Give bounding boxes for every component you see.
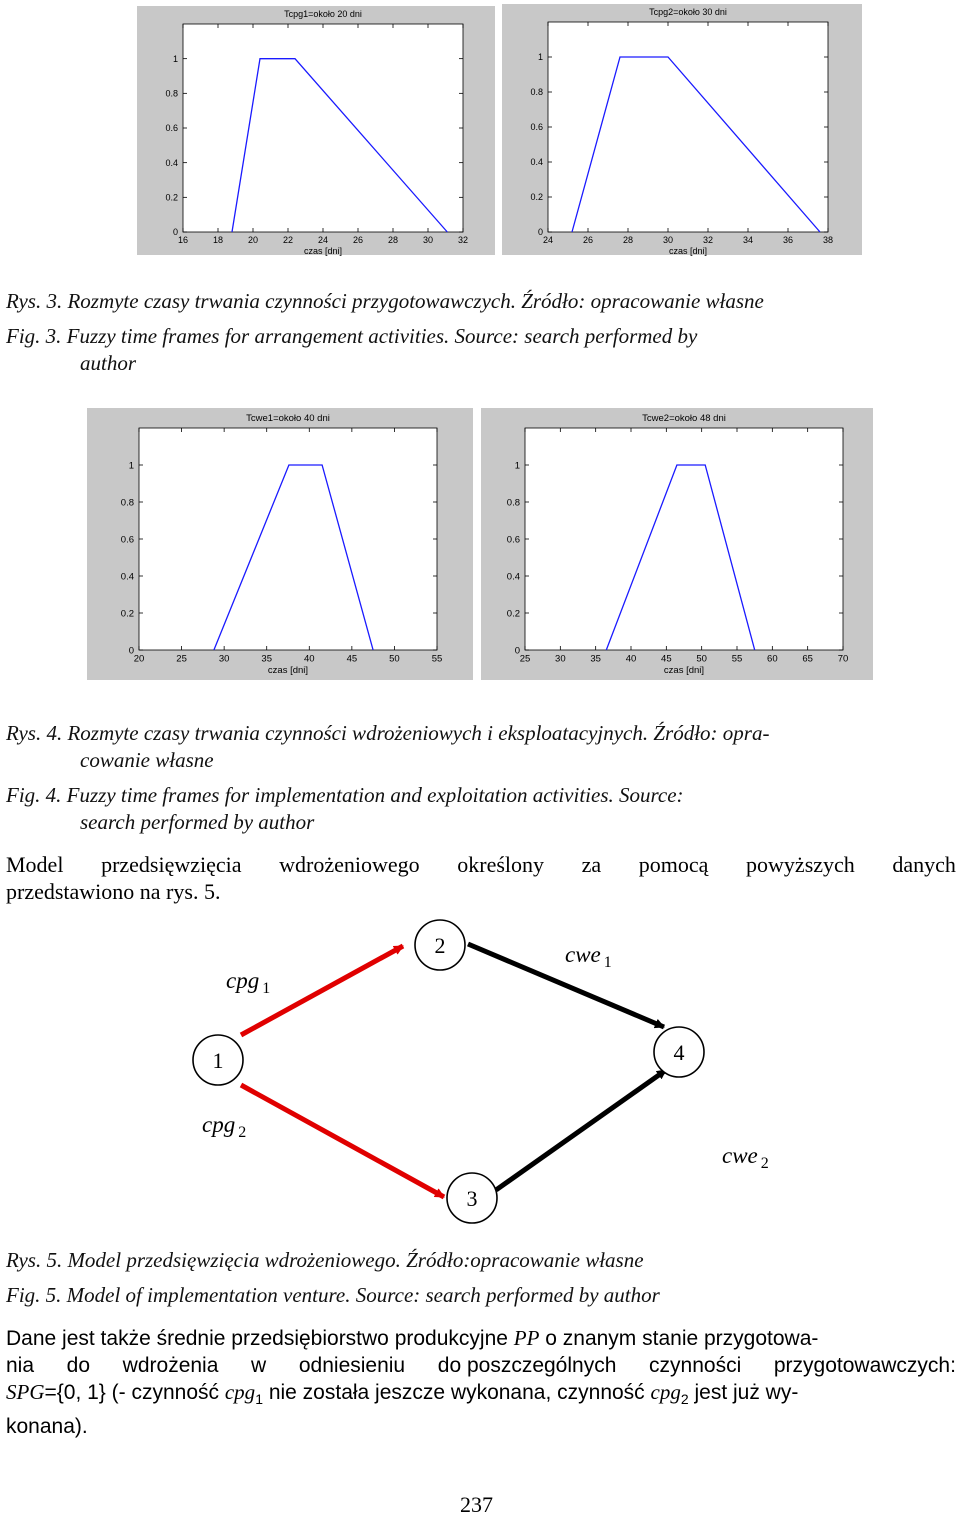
x-tick-label: 34: [742, 235, 754, 245]
fig4-caption-en-cont: search performed by author: [80, 810, 315, 834]
x-tick-label: 55: [731, 653, 743, 665]
fig5-caption-en: Fig. 5. Model of implementation venture. Source: search performed by author: [6, 1283, 660, 1307]
y-tick-label: 0.8: [165, 88, 178, 99]
y-tick-label: 0.6: [165, 123, 178, 134]
plot-area: [548, 22, 828, 232]
x-tick-label: 25: [176, 653, 187, 665]
edge-3-4: [496, 1070, 666, 1190]
edge-label-cwe1: cwe $_1$: [565, 942, 612, 971]
y-tick-label: 1: [128, 460, 134, 472]
x-tick-label: 26: [582, 235, 594, 245]
svg-text:1: 1: [212, 1048, 224, 1073]
fig4-plot-left: [87, 408, 473, 680]
x-tick-label: 16: [177, 235, 189, 245]
x-tick-label: 26: [352, 235, 364, 245]
node-4: [654, 1027, 704, 1077]
y-tick-label: 0: [514, 645, 520, 657]
paragraph-enterprise-line4: konana).: [6, 1415, 88, 1439]
svg-text:4: 4: [673, 1040, 685, 1065]
y-tick-label: 0.2: [530, 192, 543, 203]
node-1: [193, 1035, 243, 1085]
paragraph-model-line1: Model przedsięwzięcia wdrożeniowego określony za pomocą powyższych danych: [6, 852, 956, 877]
y-tick-label: 0.4: [506, 571, 520, 583]
node-3: [447, 1173, 497, 1223]
x-tick-label: 32: [457, 235, 469, 245]
x-tick-label: 30: [422, 235, 434, 245]
edge-label-cpg1: cpg $_1$: [226, 968, 271, 997]
x-tick-label: 28: [622, 235, 634, 245]
y-tick-label: 0.2: [120, 608, 134, 620]
fig3-plot-right: [502, 4, 862, 255]
edge-1-3: [241, 1085, 444, 1197]
y-tick-label: 0.6: [530, 122, 543, 133]
paragraph-enterprise-line2: nia do wdrożenia w odniesieniu do poszczególnych czynności przygotowawczych:: [6, 1354, 956, 1377]
x-tick-label: 20: [247, 235, 259, 245]
x-tick-label: 45: [346, 653, 358, 665]
x-axis-label: czas [dni]: [668, 246, 708, 256]
node-2: [415, 920, 465, 970]
fig4-caption-en: Fig. 4. Fuzzy time frames for implementation and exploitation activities. Source:: [6, 783, 684, 807]
x-tick-label: 32: [702, 235, 714, 245]
fig4-caption-pl-cont: cowanie własne: [80, 748, 214, 772]
y-tick-label: 0: [172, 227, 178, 238]
x-tick-label: 22: [282, 235, 294, 245]
fig5-caption-pl: Rys. 5. Model przedsięwzięcia wdrożeniowego. Źródło:opracowanie własne: [6, 1248, 644, 1272]
edge-label-cwe2: cwe $_2$: [722, 1143, 769, 1172]
fig4-caption-pl: Rys. 4. Rozmyte czasy trwania czynności wdrożeniowych i eksploatacyjnych. Źródło: opra-: [6, 721, 770, 745]
page-number: 237: [460, 1492, 493, 1517]
svg-text:2: 2: [434, 933, 446, 958]
x-tick-label: 55: [431, 653, 443, 665]
x-tick-label: 35: [590, 653, 601, 665]
paragraph-enterprise-line1: Dane jest także średnie przedsiębiorstwo produkcyjne PP o znanym stanie przygotowa-: [6, 1326, 819, 1350]
x-axis-label: czas [dni]: [303, 246, 343, 256]
fig3-caption-en-cont: author: [80, 351, 137, 375]
chart-title: Tcpg1=około 20 dni: [284, 9, 362, 19]
x-axis-label: czas [dni]: [663, 665, 705, 676]
plot-area: [183, 24, 463, 232]
x-tick-label: 40: [625, 653, 637, 665]
fuzzy-chart-tcwe2: [481, 408, 873, 680]
paragraph-model: [6, 851, 956, 905]
fig3-plot-left: [137, 6, 495, 255]
plot-area: [139, 428, 437, 650]
x-tick-label: 18: [212, 235, 224, 245]
fuzzy-chart-tcwe1: [87, 408, 473, 680]
x-tick-label: 25: [519, 653, 531, 665]
x-tick-label: 50: [696, 653, 707, 665]
y-tick-label: 0.6: [506, 534, 520, 546]
y-tick-label: 0.8: [120, 497, 134, 509]
svg-text:3: 3: [466, 1186, 478, 1211]
chart-title: Tcwe2=około 48 dni: [642, 413, 726, 424]
y-tick-label: 0.2: [506, 608, 520, 620]
x-tick-label: 40: [303, 653, 315, 665]
x-tick-label: 30: [555, 653, 566, 665]
chart-title: Tcpg2=około 30 dni: [649, 7, 727, 17]
fig3-caption-pl: Rys. 3. Rozmyte czasy trwania czynności przygotowawczych. Źródło: opracowanie własne: [6, 289, 764, 313]
x-tick-label: 50: [389, 653, 400, 665]
x-tick-label: 36: [782, 235, 794, 245]
chart-title: Tcwe1=około 40 dni: [246, 413, 330, 424]
fuzzy-chart-tcpg2: [502, 4, 862, 255]
y-tick-label: 0: [537, 227, 543, 238]
paragraph-enterprise: [6, 1325, 956, 1440]
y-tick-label: 0.4: [530, 157, 543, 168]
x-tick-label: 28: [387, 235, 399, 245]
edge-label-cpg2: cpg $_2$: [202, 1112, 247, 1141]
y-tick-label: 0.4: [165, 157, 178, 168]
y-tick-label: 1: [537, 52, 543, 63]
x-tick-label: 45: [661, 653, 672, 665]
paragraph-enterprise-line3: SPG={0, 1} (- czynność cpg$_1$ nie została jeszcze wykonana, czynność cpg$_2$ jest już wy-: [6, 1380, 799, 1408]
x-tick-label: 30: [662, 235, 674, 245]
network-diagram: [0, 910, 960, 1240]
x-tick-label: 35: [261, 653, 273, 665]
y-tick-label: 0.4: [120, 571, 134, 583]
x-tick-label: 60: [767, 653, 778, 665]
x-tick-label: 24: [317, 235, 329, 245]
y-tick-label: 0.6: [120, 534, 134, 546]
paragraph-model-line2: przedstawiono na rys. 5.: [6, 879, 221, 904]
x-tick-label: 65: [802, 653, 813, 665]
y-tick-label: 0.8: [530, 87, 543, 98]
plot-area: [525, 428, 843, 650]
x-tick-label: 20: [133, 653, 145, 665]
fig4-plot-right: [481, 408, 873, 680]
x-tick-label: 38: [822, 235, 834, 245]
y-tick-label: 0.8: [506, 497, 520, 509]
y-tick-label: 1: [514, 460, 520, 472]
x-tick-label: 70: [837, 653, 849, 665]
x-axis-label: czas [dni]: [267, 665, 309, 676]
y-tick-label: 0: [128, 645, 134, 657]
fuzzy-chart-tcpg1: [137, 6, 495, 255]
x-tick-label: 30: [218, 653, 230, 665]
x-tick-label: 24: [542, 235, 554, 245]
fig3-caption-en: Fig. 3. Fuzzy time frames for arrangement activities. Source: search performed by: [6, 324, 698, 348]
y-tick-label: 1: [172, 53, 178, 64]
y-tick-label: 0.2: [165, 192, 178, 203]
